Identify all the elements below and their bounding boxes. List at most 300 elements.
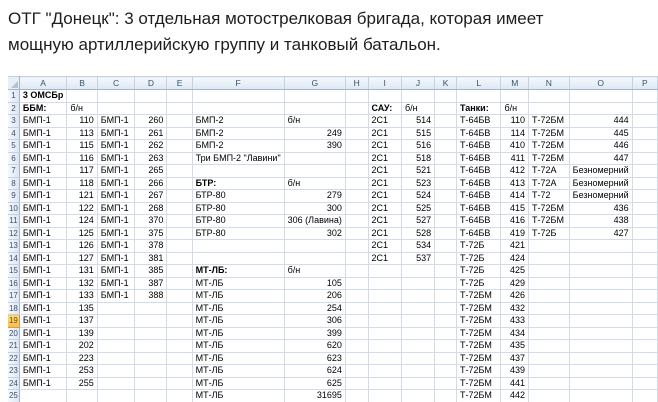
cell-P6[interactable]	[632, 152, 657, 165]
cell-I3[interactable]	[368, 115, 401, 128]
cell-K21[interactable]	[435, 340, 457, 353]
cell-H12[interactable]	[345, 227, 368, 240]
cell-F18[interactable]	[192, 302, 284, 315]
cell-D11[interactable]	[135, 215, 167, 228]
cell-F3[interactable]	[192, 115, 284, 128]
row-header-19-selected[interactable]: 19	[8, 316, 18, 325]
cell-N18[interactable]	[529, 302, 570, 315]
cell-H10[interactable]	[345, 202, 368, 215]
cell-P19[interactable]	[632, 315, 657, 328]
cell-H9[interactable]	[345, 190, 368, 203]
row-header-24[interactable]: 24	[8, 378, 18, 388]
cell-K12[interactable]	[435, 227, 457, 240]
cell-M7[interactable]	[501, 165, 529, 178]
cell-P12[interactable]	[632, 227, 657, 240]
cell-H3[interactable]	[345, 115, 368, 128]
cell-G19[interactable]	[284, 315, 345, 328]
cell-H1[interactable]	[345, 90, 368, 103]
cell-C4[interactable]	[97, 127, 135, 140]
cell-N16[interactable]	[529, 277, 570, 290]
cell-F11[interactable]	[192, 215, 284, 228]
cell-N22[interactable]	[529, 352, 570, 365]
cell-D1[interactable]	[135, 90, 167, 103]
cell-K9[interactable]	[435, 190, 457, 203]
column-header-M[interactable]: M	[501, 77, 529, 90]
cell-J20[interactable]	[401, 327, 434, 340]
cell-E21[interactable]	[167, 340, 192, 353]
cell-B11[interactable]	[67, 215, 97, 228]
cell-N12[interactable]	[529, 227, 570, 240]
cell-G16[interactable]	[284, 277, 345, 290]
cell-O1[interactable]	[569, 90, 632, 103]
cell-G10[interactable]	[284, 202, 345, 215]
cell-F19[interactable]	[192, 315, 284, 328]
cell-O5[interactable]	[569, 140, 632, 153]
cell-H18[interactable]	[345, 302, 368, 315]
cell-D3[interactable]	[135, 115, 167, 128]
cell-B2[interactable]	[67, 102, 97, 115]
cell-M23[interactable]	[501, 365, 529, 378]
cell-D22[interactable]	[135, 352, 167, 365]
cell-C3[interactable]	[97, 115, 135, 128]
cell-G18[interactable]	[284, 302, 345, 315]
cell-O8[interactable]	[569, 177, 632, 190]
cell-F16[interactable]	[192, 277, 284, 290]
cell-L20[interactable]	[456, 327, 501, 340]
row-header-2[interactable]: 2	[8, 102, 19, 115]
cell-I22[interactable]	[368, 352, 401, 365]
cell-A3[interactable]	[19, 115, 66, 128]
cell-M18[interactable]	[501, 302, 529, 315]
cell-K14[interactable]	[435, 252, 457, 265]
cell-P13[interactable]	[632, 240, 657, 253]
cell-H7[interactable]	[345, 165, 368, 178]
cell-M8[interactable]	[501, 177, 529, 190]
cell-F15[interactable]	[192, 265, 284, 278]
cell-A21[interactable]	[19, 340, 66, 353]
cell-C13[interactable]	[97, 240, 135, 253]
cell-O4[interactable]	[569, 127, 632, 140]
row-header-11[interactable]: 11	[9, 216, 18, 225]
cell-N6[interactable]	[529, 152, 570, 165]
cell-E10[interactable]	[167, 202, 192, 215]
cell-D10[interactable]	[135, 202, 167, 215]
cell-I1[interactable]	[368, 90, 401, 103]
cell-M16[interactable]	[501, 277, 529, 290]
cell-L11[interactable]	[456, 215, 501, 228]
cell-K1[interactable]	[435, 90, 457, 103]
cell-M2[interactable]	[501, 102, 529, 115]
cell-O25[interactable]	[569, 390, 632, 402]
row-header-15[interactable]: 15	[8, 266, 18, 275]
cell-M6[interactable]	[501, 152, 529, 165]
cell-M20[interactable]	[501, 327, 529, 340]
cell-D21[interactable]	[135, 340, 167, 353]
row-header-4[interactable]: 4	[8, 127, 19, 140]
cell-A23[interactable]	[19, 365, 66, 378]
cell-I7[interactable]	[368, 165, 401, 178]
cell-E18[interactable]	[167, 302, 192, 315]
cell-H6[interactable]	[345, 152, 368, 165]
cell-I4[interactable]	[368, 127, 401, 140]
cell-E24[interactable]	[167, 377, 192, 390]
cell-B12[interactable]	[67, 227, 97, 240]
cell-E22[interactable]	[167, 352, 192, 365]
cell-C8[interactable]	[97, 177, 135, 190]
cell-G5[interactable]	[284, 140, 345, 153]
cell-O17[interactable]	[569, 290, 632, 303]
cell-O6[interactable]	[569, 152, 632, 165]
cell-M24[interactable]	[501, 377, 529, 390]
cell-B14[interactable]	[67, 252, 97, 265]
row-header-17[interactable]: 17	[8, 291, 18, 300]
cell-I11[interactable]	[368, 215, 401, 228]
cell-O7[interactable]	[569, 165, 632, 178]
cell-I23[interactable]	[368, 365, 401, 378]
cell-J22[interactable]	[401, 352, 434, 365]
cell-H25[interactable]	[345, 390, 368, 402]
cell-G25[interactable]	[284, 390, 345, 402]
cell-J23[interactable]	[401, 365, 434, 378]
cell-D2[interactable]	[135, 102, 167, 115]
cell-K5[interactable]	[435, 140, 457, 153]
cell-I2[interactable]	[368, 102, 401, 115]
cell-L21[interactable]	[456, 340, 501, 353]
cell-N4[interactable]	[529, 127, 570, 140]
cell-A9[interactable]	[19, 190, 66, 203]
cell-B3[interactable]	[67, 115, 97, 128]
cell-B19[interactable]	[67, 315, 97, 328]
cell-G8[interactable]	[284, 177, 345, 190]
cell-F4[interactable]	[192, 127, 284, 140]
cell-C21[interactable]	[97, 340, 135, 353]
cell-O20[interactable]	[569, 327, 632, 340]
cell-A11[interactable]	[19, 215, 66, 228]
cell-J15[interactable]	[401, 265, 434, 278]
cell-G6[interactable]	[284, 152, 345, 165]
cell-N21[interactable]	[529, 340, 570, 353]
cell-B8[interactable]	[67, 177, 97, 190]
cell-A12[interactable]	[19, 227, 66, 240]
cell-B6[interactable]	[67, 152, 97, 165]
cell-H8[interactable]	[345, 177, 368, 190]
cell-A19[interactable]	[19, 315, 66, 328]
cell-L18[interactable]	[456, 302, 501, 315]
cell-L13[interactable]	[456, 240, 501, 253]
cell-E8[interactable]	[167, 177, 192, 190]
cell-F1[interactable]	[192, 90, 284, 103]
cell-N19[interactable]	[529, 315, 570, 328]
cell-N7[interactable]	[529, 165, 570, 178]
column-header-K[interactable]: K	[435, 77, 457, 90]
cell-N24[interactable]	[529, 377, 570, 390]
cell-F2[interactable]	[192, 102, 284, 115]
cell-E9[interactable]	[167, 190, 192, 203]
cell-K7[interactable]	[435, 165, 457, 178]
cell-B24[interactable]	[67, 377, 97, 390]
cell-M10[interactable]	[501, 202, 529, 215]
cell-D23[interactable]	[135, 365, 167, 378]
cell-P16[interactable]	[632, 277, 657, 290]
row-header-6[interactable]: 6	[8, 152, 19, 165]
cell-A13[interactable]	[19, 240, 66, 253]
cell-P17[interactable]	[632, 290, 657, 303]
cell-D8[interactable]	[135, 177, 167, 190]
cell-I21[interactable]	[368, 340, 401, 353]
cell-B13[interactable]	[67, 240, 97, 253]
cell-P20[interactable]	[632, 327, 657, 340]
cell-P8[interactable]	[632, 177, 657, 190]
cell-A10[interactable]	[19, 202, 66, 215]
select-all-corner[interactable]	[8, 77, 19, 90]
cell-O24[interactable]	[569, 377, 632, 390]
cell-G12[interactable]	[284, 227, 345, 240]
cell-A2[interactable]	[19, 102, 66, 115]
cell-H13[interactable]	[345, 240, 368, 253]
cell-L24[interactable]	[456, 377, 501, 390]
column-header-L[interactable]: L	[456, 77, 501, 90]
cell-F10[interactable]	[192, 202, 284, 215]
row-header-3[interactable]: 3	[8, 115, 19, 128]
cell-D17[interactable]	[135, 290, 167, 303]
cell-O13[interactable]	[569, 240, 632, 253]
cell-E17[interactable]	[167, 290, 192, 303]
cell-P11[interactable]	[632, 215, 657, 228]
cell-M15[interactable]	[501, 265, 529, 278]
cell-M5[interactable]	[501, 140, 529, 153]
cell-B22[interactable]	[67, 352, 97, 365]
cell-I19[interactable]	[368, 315, 401, 328]
cell-A17[interactable]	[19, 290, 66, 303]
cell-C7[interactable]	[97, 165, 135, 178]
cell-C24[interactable]	[97, 377, 135, 390]
cell-I17[interactable]	[368, 290, 401, 303]
cell-H22[interactable]	[345, 352, 368, 365]
cell-F7[interactable]	[192, 165, 284, 178]
cell-C19[interactable]	[97, 315, 135, 328]
cell-B15[interactable]	[67, 265, 97, 278]
cell-J1[interactable]	[401, 90, 434, 103]
cell-J3[interactable]	[401, 115, 434, 128]
cell-C5[interactable]	[97, 140, 135, 153]
cell-D15[interactable]	[135, 265, 167, 278]
row-header-25[interactable]: 25	[8, 391, 18, 400]
cell-G21[interactable]	[284, 340, 345, 353]
cell-F21[interactable]	[192, 340, 284, 353]
cell-N13[interactable]	[529, 240, 570, 253]
column-header-F[interactable]: F	[192, 77, 284, 90]
cell-F22[interactable]	[192, 352, 284, 365]
cell-P23[interactable]	[632, 365, 657, 378]
cell-B10[interactable]	[67, 202, 97, 215]
cell-P14[interactable]	[632, 252, 657, 265]
cell-J5[interactable]	[401, 140, 434, 153]
cell-D12[interactable]	[135, 227, 167, 240]
row-header-12[interactable]: 12	[8, 228, 18, 238]
cell-I12[interactable]	[368, 227, 401, 240]
cell-J7[interactable]	[401, 165, 434, 178]
cell-K17[interactable]	[435, 290, 457, 303]
cell-A1[interactable]	[19, 90, 66, 103]
cell-N23[interactable]	[529, 365, 570, 378]
cell-E13[interactable]	[167, 240, 192, 253]
cell-F6[interactable]	[192, 152, 284, 165]
cell-H2[interactable]	[345, 102, 368, 115]
cell-J25[interactable]	[401, 390, 434, 402]
row-header-16[interactable]: 16	[8, 278, 18, 288]
row-header-14[interactable]: 14	[8, 253, 18, 263]
cell-D9[interactable]	[135, 190, 167, 203]
cell-K6[interactable]	[435, 152, 457, 165]
column-header-A[interactable]: A	[19, 77, 66, 90]
cell-F24[interactable]	[192, 377, 284, 390]
cell-L17[interactable]	[456, 290, 501, 303]
cell-G9[interactable]	[284, 190, 345, 203]
cell-C2[interactable]	[97, 102, 135, 115]
cell-K24[interactable]	[435, 377, 457, 390]
cell-J13[interactable]	[401, 240, 434, 253]
cell-B4[interactable]	[67, 127, 97, 140]
cell-L19[interactable]	[456, 315, 501, 328]
cell-C1[interactable]	[97, 90, 135, 103]
cell-C25[interactable]	[97, 390, 135, 402]
cell-G4[interactable]	[284, 127, 345, 140]
cell-P21[interactable]	[632, 340, 657, 353]
cell-K3[interactable]	[435, 115, 457, 128]
cell-E16[interactable]	[167, 277, 192, 290]
cell-H15[interactable]	[345, 265, 368, 278]
cell-G20[interactable]	[284, 327, 345, 340]
column-header-P[interactable]: P	[632, 77, 657, 90]
cell-L7[interactable]	[456, 165, 501, 178]
cell-M4[interactable]	[501, 127, 529, 140]
cell-P2[interactable]	[632, 102, 657, 115]
column-header-J[interactable]: J	[401, 77, 434, 90]
cell-D24[interactable]	[135, 377, 167, 390]
cell-J2[interactable]	[401, 102, 434, 115]
cell-N8[interactable]	[529, 177, 570, 190]
cell-O2[interactable]	[569, 102, 632, 115]
cell-O18[interactable]	[569, 302, 632, 315]
cell-D18[interactable]	[135, 302, 167, 315]
cell-K2[interactable]	[435, 102, 457, 115]
cell-A18[interactable]	[19, 302, 66, 315]
cell-O12[interactable]	[569, 227, 632, 240]
cell-E3[interactable]	[167, 115, 192, 128]
cell-M3[interactable]	[501, 115, 529, 128]
cell-L1[interactable]	[456, 90, 501, 103]
cell-P18[interactable]	[632, 302, 657, 315]
row-header-22[interactable]: 22	[8, 353, 18, 363]
cell-M25[interactable]	[501, 390, 529, 402]
cell-I9[interactable]	[368, 190, 401, 203]
cell-J24[interactable]	[401, 377, 434, 390]
cell-B16[interactable]	[67, 277, 97, 290]
row-header-7[interactable]: 7	[8, 165, 19, 178]
cell-B20[interactable]	[67, 327, 97, 340]
cell-I10[interactable]	[368, 202, 401, 215]
cell-G24[interactable]	[284, 377, 345, 390]
cell-L2[interactable]	[456, 102, 501, 115]
cell-H23[interactable]	[345, 365, 368, 378]
cell-L22[interactable]	[456, 352, 501, 365]
cell-J14[interactable]	[401, 252, 434, 265]
cell-F14[interactable]	[192, 252, 284, 265]
cell-P5[interactable]	[632, 140, 657, 153]
cell-J9[interactable]	[401, 190, 434, 203]
cell-G1[interactable]	[284, 90, 345, 103]
cell-D20[interactable]	[135, 327, 167, 340]
row-header-8[interactable]: 8	[8, 177, 19, 190]
column-header-D[interactable]: D	[135, 77, 167, 90]
cell-C10[interactable]	[97, 202, 135, 215]
cell-I18[interactable]	[368, 302, 401, 315]
cell-O16[interactable]	[569, 277, 632, 290]
cell-P25[interactable]	[632, 390, 657, 402]
cell-F25[interactable]	[192, 390, 284, 402]
cell-H4[interactable]	[345, 127, 368, 140]
cell-C17[interactable]	[97, 290, 135, 303]
cell-M21[interactable]	[501, 340, 529, 353]
cell-E4[interactable]	[167, 127, 192, 140]
cell-G13[interactable]	[284, 240, 345, 253]
cell-P7[interactable]	[632, 165, 657, 178]
cell-B1[interactable]	[67, 90, 97, 103]
cell-E14[interactable]	[167, 252, 192, 265]
cell-C6[interactable]	[97, 152, 135, 165]
cell-F9[interactable]	[192, 190, 284, 203]
cell-N1[interactable]	[529, 90, 570, 103]
cell-P24[interactable]	[632, 377, 657, 390]
row-header-5[interactable]: 5	[8, 140, 19, 153]
cell-A22[interactable]	[19, 352, 66, 365]
cell-L15[interactable]	[456, 265, 501, 278]
cell-L16[interactable]	[456, 277, 501, 290]
cell-B23[interactable]	[67, 365, 97, 378]
cell-D6[interactable]	[135, 152, 167, 165]
cell-K10[interactable]	[435, 202, 457, 215]
cell-D5[interactable]	[135, 140, 167, 153]
cell-A7[interactable]	[19, 165, 66, 178]
cell-M1[interactable]	[501, 90, 529, 103]
cell-E2[interactable]	[167, 102, 192, 115]
cell-E11[interactable]	[167, 215, 192, 228]
cell-B7[interactable]	[67, 165, 97, 178]
cell-B18[interactable]	[67, 302, 97, 315]
cell-N10[interactable]	[529, 202, 570, 215]
cell-O14[interactable]	[569, 252, 632, 265]
cell-N15[interactable]	[529, 265, 570, 278]
cell-P3[interactable]	[632, 115, 657, 128]
cell-M19[interactable]	[501, 315, 529, 328]
cell-E19[interactable]	[167, 315, 192, 328]
cell-D19[interactable]	[135, 315, 167, 328]
cell-I16[interactable]	[368, 277, 401, 290]
cell-B25[interactable]	[67, 390, 97, 402]
cell-A24[interactable]	[19, 377, 66, 390]
cell-J18[interactable]	[401, 302, 434, 315]
cell-G22[interactable]	[284, 352, 345, 365]
cell-L23[interactable]	[456, 365, 501, 378]
cell-J19[interactable]	[401, 315, 434, 328]
cell-L4[interactable]	[456, 127, 501, 140]
column-header-I[interactable]: I	[368, 77, 401, 90]
column-header-O[interactable]: O	[569, 77, 632, 90]
cell-O9[interactable]	[569, 190, 632, 203]
cell-O23[interactable]	[569, 365, 632, 378]
cell-O21[interactable]	[569, 340, 632, 353]
cell-J10[interactable]	[401, 202, 434, 215]
